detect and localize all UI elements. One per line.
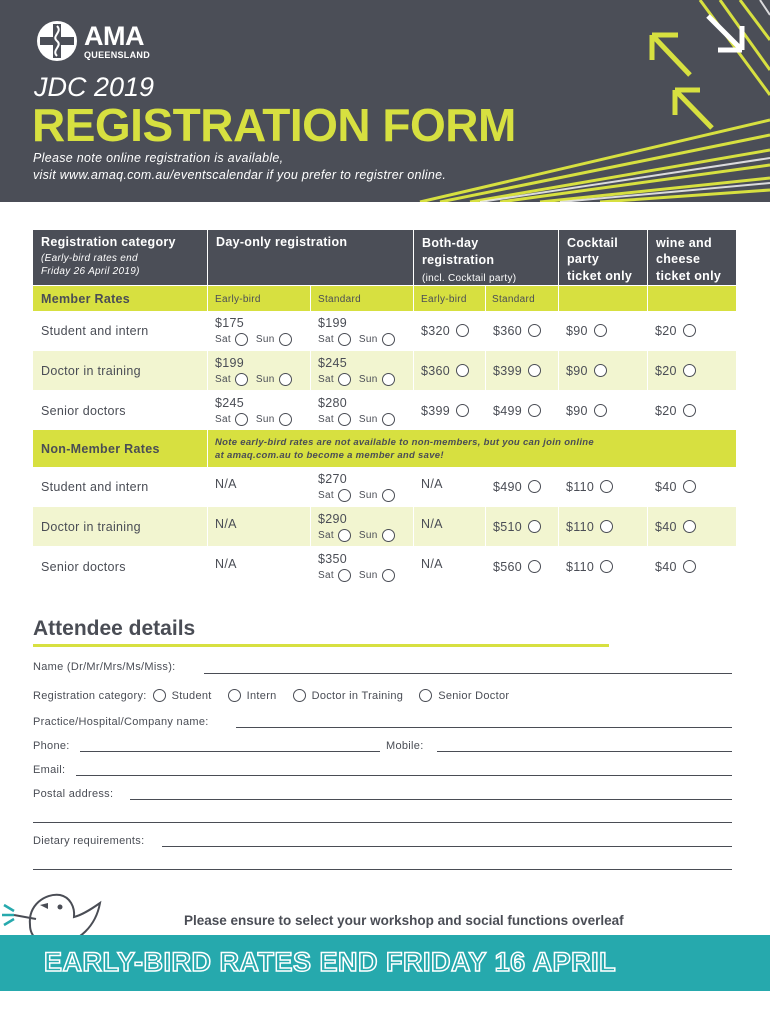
cell-both-standard	[486, 311, 558, 350]
price: N/A	[421, 517, 443, 531]
cell-both-standard	[486, 507, 558, 546]
cell-cocktail	[559, 311, 647, 350]
price: $280	[318, 396, 348, 410]
sat-label: Sat	[318, 569, 334, 581]
name-label: Name (Dr/Mr/Mrs/Ms/Miss):	[33, 661, 176, 673]
table-row-label	[33, 547, 207, 586]
subheader-wine-blank	[648, 286, 736, 311]
price: $245	[318, 356, 348, 370]
radio-select[interactable]	[600, 560, 613, 573]
cell-both-early	[414, 547, 485, 586]
price: $270	[318, 472, 348, 486]
sat-label: Sat	[318, 373, 334, 385]
table-row-label	[33, 311, 207, 350]
radio-sun[interactable]	[382, 569, 395, 582]
price: $90	[566, 363, 588, 378]
header-both-day	[414, 230, 558, 285]
subheader-standard-both: Standard	[486, 286, 558, 311]
cell-wine	[648, 547, 736, 586]
subheader-cocktail-blank	[559, 286, 647, 311]
header-banner	[0, 0, 770, 202]
header-cocktail2: party	[567, 252, 600, 267]
subheader-early-bird-both: Early-bird	[414, 286, 485, 311]
cell-day-standard	[311, 547, 413, 586]
nonmember-rates-label: Non-Member Rates	[33, 430, 207, 467]
header-wine	[648, 230, 736, 285]
cell-both-standard	[486, 467, 558, 506]
subheader-standard: Standard	[311, 286, 413, 311]
cell-both-standard	[486, 351, 558, 390]
price: $360	[493, 323, 523, 338]
radio-select[interactable]	[528, 324, 541, 337]
footer-message: Please ensure to select your workshop and social functions overleaf	[184, 913, 624, 928]
price: N/A	[421, 557, 443, 571]
opt-intern-label: Intern	[246, 689, 277, 702]
radio-select[interactable]	[456, 324, 469, 337]
row-label: Senior doctors	[41, 403, 126, 418]
cell-day-standard	[311, 507, 413, 546]
radio-sat[interactable]	[338, 413, 351, 426]
radio-select[interactable]	[683, 324, 696, 337]
subheader-early-bird: Early-bird	[208, 286, 310, 311]
cell-day-early	[208, 391, 310, 430]
cell-cocktail	[559, 467, 647, 506]
header-cocktail	[559, 230, 647, 285]
header-both-day-sub: (incl. Cocktail party)	[422, 272, 517, 284]
radio-select[interactable]	[528, 480, 541, 493]
price: N/A	[215, 477, 237, 491]
phone-input[interactable]	[80, 751, 380, 752]
radio-sun[interactable]	[382, 413, 395, 426]
radio-sun[interactable]	[279, 333, 292, 346]
header-category-sub1: (Early-bird rates end	[41, 253, 138, 264]
price: $320	[421, 323, 451, 338]
sat-label: Sat	[215, 413, 231, 425]
online-note-line1: Please note online registration is available,	[33, 151, 284, 165]
price: $360	[421, 363, 451, 378]
radio-select[interactable]	[594, 364, 607, 377]
early-bird-banner	[0, 935, 770, 991]
price: $40	[655, 559, 677, 574]
header-cocktail3: ticket only	[567, 268, 633, 283]
sun-label: Sun	[358, 333, 378, 345]
sat-label: Sat	[318, 489, 334, 501]
price: N/A	[421, 477, 443, 491]
dietary-label: Dietary requirements:	[33, 835, 145, 847]
header-category	[33, 230, 207, 285]
sun-label: Sun	[255, 413, 275, 425]
email-input[interactable]	[76, 775, 732, 776]
logo-text: AMA	[84, 20, 144, 51]
early-bird-banner-text: EARLY-BIRD RATES END FRIDAY 16 APRIL	[44, 947, 617, 977]
price: $40	[655, 479, 677, 494]
cell-both-standard	[486, 391, 558, 430]
sat-label: Sat	[318, 413, 334, 425]
cell-both-early	[414, 311, 485, 350]
radio-sat[interactable]	[338, 333, 351, 346]
radio-sat[interactable]	[338, 529, 351, 542]
nonmember-note	[208, 430, 736, 467]
dietary-input-line2[interactable]	[33, 869, 732, 870]
sat-label: Sat	[318, 333, 334, 345]
logo-subtext: QUEENSLAND	[84, 49, 151, 60]
cell-cocktail	[559, 391, 647, 430]
header-cocktail1: Cocktail	[567, 236, 619, 250]
radio-intern[interactable]	[228, 689, 241, 702]
mobile-input[interactable]	[437, 751, 732, 752]
opt-dit-label: Doctor in Training	[311, 689, 404, 702]
price: $490	[493, 479, 523, 494]
header-wine2: cheese	[656, 252, 701, 267]
sat-label: Sat	[215, 373, 231, 385]
attendee-title-underline	[33, 644, 609, 647]
radio-sun[interactable]	[382, 373, 395, 386]
price: $20	[655, 403, 677, 418]
header-category-label: Registration category	[41, 235, 176, 249]
radio-sat[interactable]	[235, 373, 248, 386]
sat-label: Sat	[215, 333, 231, 345]
opt-senior-label: Senior Doctor	[438, 689, 510, 702]
cell-both-standard	[486, 547, 558, 586]
sat-label: Sat	[318, 529, 334, 541]
table-row-label	[33, 507, 207, 546]
practice-label: Practice/Hospital/Company name:	[33, 716, 209, 728]
price: $175	[215, 316, 245, 330]
radio-sat[interactable]	[338, 373, 351, 386]
mobile-label: Mobile:	[386, 740, 424, 752]
practice-input[interactable]	[236, 727, 732, 728]
price: $510	[493, 519, 523, 534]
sun-label: Sun	[358, 529, 378, 541]
radio-select[interactable]	[594, 324, 607, 337]
sun-label: Sun	[358, 413, 378, 425]
table-row-label	[33, 391, 207, 430]
cell-wine	[648, 351, 736, 390]
registration-category-field	[33, 689, 509, 702]
cell-wine	[648, 391, 736, 430]
radio-select[interactable]	[683, 520, 696, 533]
row-label: Doctor in training	[41, 519, 141, 534]
table-row-label	[33, 351, 207, 390]
row-label: Doctor in training	[41, 363, 141, 378]
radio-sat[interactable]	[235, 413, 248, 426]
sun-label: Sun	[358, 569, 378, 581]
price: $110	[566, 519, 595, 534]
table-row-label	[33, 467, 207, 506]
radio-select[interactable]	[456, 404, 469, 417]
cell-cocktail	[559, 351, 647, 390]
price: $499	[493, 403, 523, 418]
radio-sun[interactable]	[382, 489, 395, 502]
cell-day-early	[208, 507, 310, 546]
radio-select[interactable]	[683, 560, 696, 573]
sun-label: Sun	[255, 373, 275, 385]
radio-select[interactable]	[683, 480, 696, 493]
sun-label: Sun	[358, 373, 378, 385]
price: $110	[566, 559, 595, 574]
reg-category-label: Registration category:	[33, 689, 147, 702]
radio-senior-doctor[interactable]	[419, 689, 432, 702]
cell-cocktail	[559, 547, 647, 586]
radio-select[interactable]	[600, 480, 613, 493]
price: N/A	[215, 517, 237, 531]
radio-sun[interactable]	[382, 529, 395, 542]
cell-wine	[648, 467, 736, 506]
price: N/A	[215, 557, 237, 571]
cell-day-early	[208, 547, 310, 586]
cell-day-early	[208, 467, 310, 506]
header-category-sub	[41, 252, 199, 278]
cell-cocktail	[559, 507, 647, 546]
online-note-line2: visit www.amaq.com.au/eventscalendar if you prefer to registrer online.	[33, 168, 447, 182]
price: $350	[318, 552, 348, 566]
radio-doctor-in-training[interactable]	[293, 689, 306, 702]
radio-select[interactable]	[683, 364, 696, 377]
header-day-only: Day-only registration	[208, 230, 413, 285]
header-both-day2: registration	[422, 252, 495, 267]
postal-input[interactable]	[130, 799, 732, 800]
nonmember-note2: at amaq.com.au to become a member and save!	[215, 450, 444, 462]
cell-both-early	[414, 391, 485, 430]
radio-select[interactable]	[683, 404, 696, 417]
price: $399	[421, 403, 451, 418]
price: $90	[566, 323, 588, 338]
header-wine1: wine and	[656, 236, 712, 250]
price: $40	[655, 519, 677, 534]
row-label: Senior doctors	[41, 559, 126, 574]
dietary-input[interactable]	[162, 846, 732, 847]
cell-day-standard	[311, 351, 413, 390]
header-category-sub2: Friday 26 April 2019)	[41, 266, 140, 277]
header-both-day1: Both-day	[422, 236, 479, 250]
ama-logo-icon	[36, 20, 78, 62]
radio-select[interactable]	[528, 364, 541, 377]
row-label: Student and intern	[41, 479, 149, 494]
price: $245	[215, 396, 245, 410]
price: $199	[215, 356, 245, 370]
name-input[interactable]	[204, 673, 732, 674]
postal-input-line2[interactable]	[33, 822, 732, 823]
price: $20	[655, 323, 677, 338]
cell-day-standard	[311, 467, 413, 506]
cell-both-early	[414, 507, 485, 546]
radio-sat[interactable]	[235, 333, 248, 346]
sun-label: Sun	[255, 333, 275, 345]
price: $20	[655, 363, 677, 378]
cell-day-early	[208, 311, 310, 350]
radio-sun[interactable]	[279, 373, 292, 386]
row-label: Student and intern	[41, 323, 149, 338]
cell-wine	[648, 311, 736, 350]
radio-select[interactable]	[528, 520, 541, 533]
event-name: JDC 2019	[34, 72, 155, 102]
radio-sat[interactable]	[338, 569, 351, 582]
cell-both-early	[414, 467, 485, 506]
radio-select[interactable]	[528, 404, 541, 417]
price: $199	[318, 316, 348, 330]
phone-label: Phone:	[33, 740, 70, 752]
radio-select[interactable]	[600, 520, 613, 533]
price: $560	[493, 559, 523, 574]
radio-student[interactable]	[153, 689, 166, 702]
cell-wine	[648, 507, 736, 546]
page-title: REGISTRATION FORM	[32, 99, 516, 151]
ama-logo	[36, 20, 150, 62]
postal-label: Postal address:	[33, 788, 114, 800]
cell-day-standard	[311, 391, 413, 430]
header-wine3: ticket only	[656, 268, 722, 283]
nonmember-note1: Note early-bird rates are not available to non-members, but you can join online	[215, 437, 594, 448]
radio-select[interactable]	[528, 560, 541, 573]
price: $90	[566, 403, 588, 418]
radio-sun[interactable]	[279, 413, 292, 426]
price: $110	[566, 479, 595, 494]
cell-day-early	[208, 351, 310, 390]
opt-student-label: Student	[171, 689, 212, 702]
price: $290	[318, 512, 348, 526]
email-label: Email:	[33, 764, 66, 776]
radio-sat[interactable]	[338, 489, 351, 502]
price: $399	[493, 363, 523, 378]
radio-select[interactable]	[456, 364, 469, 377]
radio-select[interactable]	[594, 404, 607, 417]
radio-sun[interactable]	[382, 333, 395, 346]
attendee-details-title: Attendee details	[33, 617, 196, 640]
sun-label: Sun	[358, 489, 378, 501]
cell-both-early	[414, 351, 485, 390]
member-rates-label: Member Rates	[33, 286, 207, 311]
cell-day-standard	[311, 311, 413, 350]
